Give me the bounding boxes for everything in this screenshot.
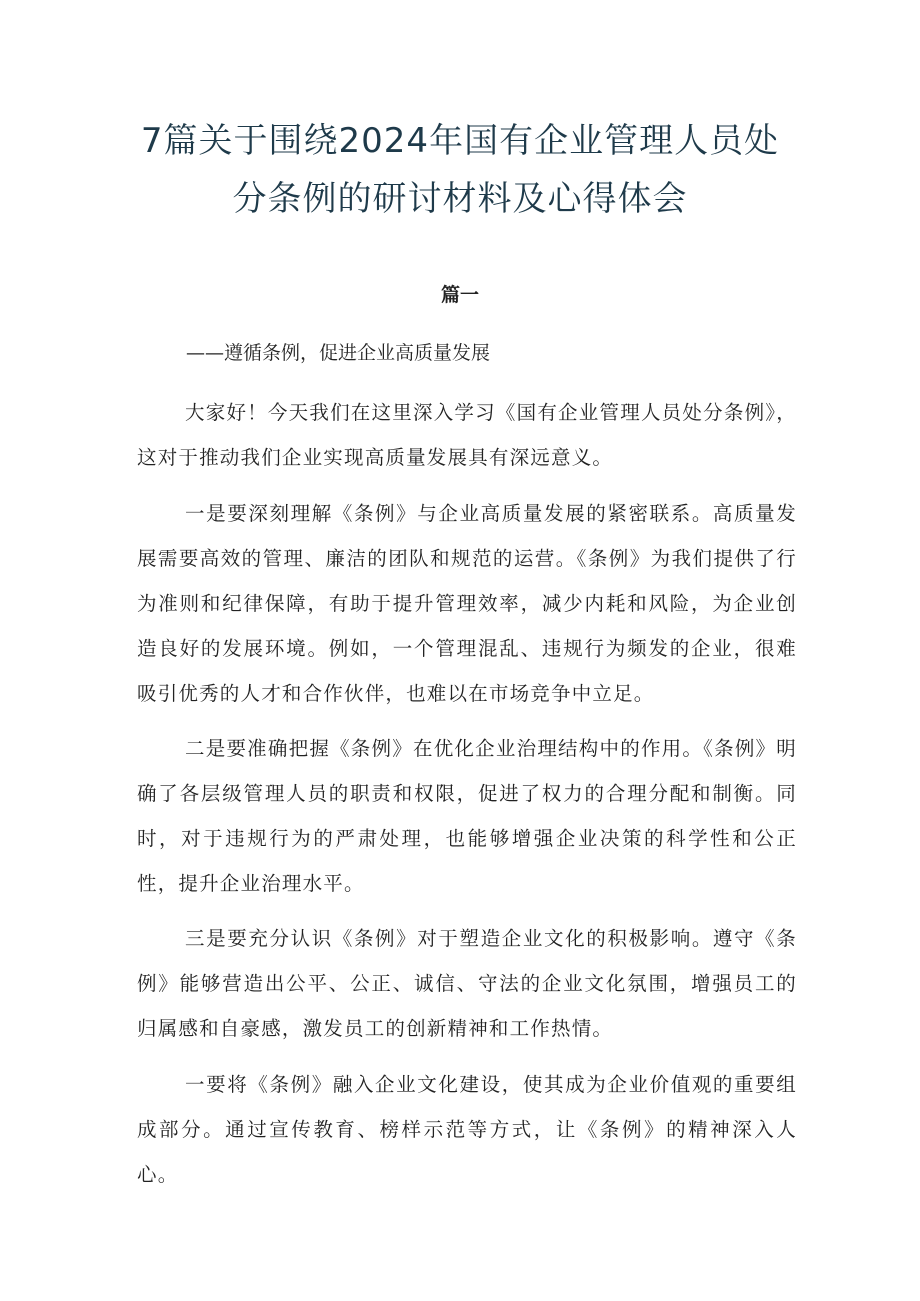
paragraph-point-three: 三是要充分认识《条例》对于塑造企业文化的积极影响。遵守《条例》能够营造出公平、公正、诚信、守法的企业文化氛围，增强员工的归属感和自豪感，激发员工的创新精神和工作热情。 bbox=[137, 927, 797, 1040]
paragraph-measure-one: 一要将《条例》融入企业文化建设，使其成为企业价值观的重要组成部分。通过宣传教育、榜样示范等方式，让《条例》的精神深入人心。 bbox=[137, 1073, 797, 1186]
document-title-line-1: 7篇关于围绕2024年国有企业管理人员处 bbox=[140, 121, 780, 161]
paragraph-point-one: 一是要深刻理解《条例》与企业高质量发展的紧密联系。高质量发展需要高效的管理、廉洁的团队和规范的运营。《条例》为我们提供了行为准则和纪律保障，有助于提升管理效率，减少内耗和风险，为企业创造良好的发展环境。例如，一个管理混乱、违规行为频发的企业，很难吸引优秀的人才和合作伙伴，也难以在市场竞争中立足。 bbox=[137, 502, 797, 705]
section-subtitle: ——遵循条例，促进企业高质量发展 bbox=[186, 342, 491, 364]
paragraph-point-two: 二是要准确把握《条例》在优化企业治理结构中的作用。《条例》明确了各层级管理人员的职责和权限，促进了权力的合理分配和制衡。同时，对于违规行为的严肃处理，也能够增强企业决策的科学性和公正性，提升企业治理水平。 bbox=[137, 737, 797, 895]
paragraph-greeting: 大家好！今天我们在这里深入学习《国有企业管理人员处分条例》，这对于推动我们企业实现高质量发展具有深远意义。 bbox=[137, 401, 797, 469]
section-heading: 篇一 bbox=[440, 284, 479, 306]
document-title-line-2: 分条例的研讨材料及心得体会 bbox=[232, 179, 688, 219]
document-title bbox=[110, 112, 810, 228]
